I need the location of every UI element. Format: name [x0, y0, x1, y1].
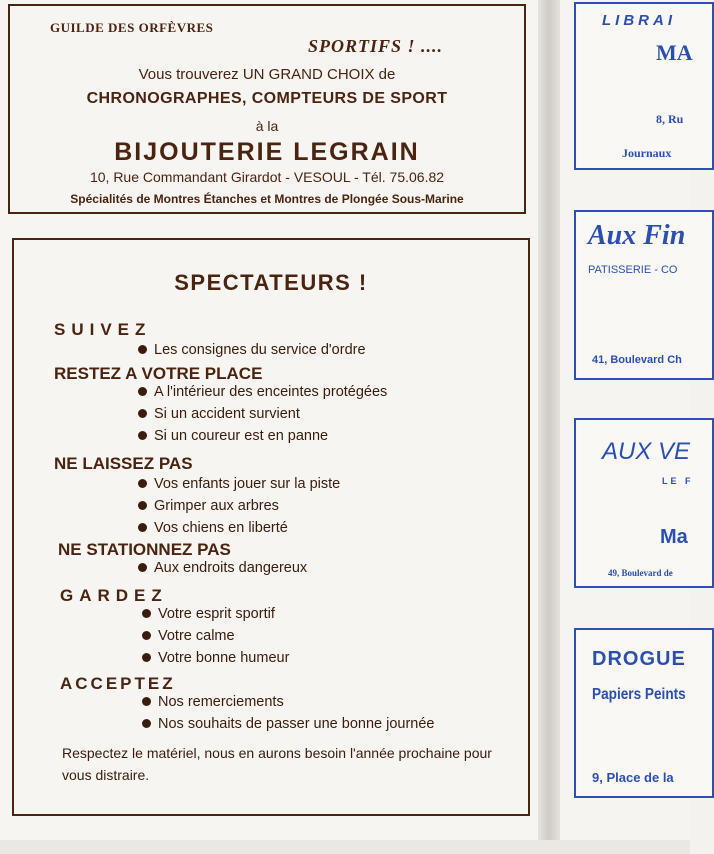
bullet-dot-icon [138, 409, 147, 418]
right-ad-droguerie [574, 628, 714, 798]
bullet-dot-icon [138, 563, 147, 572]
bullet-dot-icon [138, 523, 147, 532]
bullet-item: Si un accident survient [138, 406, 300, 422]
right-ad-librairie-note: Journaux [622, 146, 672, 160]
right-ad-librairie-address: 8, Ru [656, 112, 684, 126]
shop-address: 10, Rue Commandant Girardot - VESOUL - Tél. 75.06.82 [89, 169, 445, 185]
right-ad-patisserie-address: 41, Boulevard Ch [592, 354, 682, 366]
section-heading-restez: RESTEZ A VOTRE PLACE [54, 364, 263, 383]
bullet-dot-icon [138, 479, 147, 488]
right-ad-librairie-name: MA [656, 40, 693, 65]
sportifs-tagline: SPORTIFS ! .... [308, 36, 444, 56]
bullet-dot-icon [138, 501, 147, 510]
bullet-item: Grimper aux arbres [138, 498, 279, 514]
bullet-dot-icon [138, 431, 147, 440]
bullet-item: Votre bonne humeur [142, 650, 289, 666]
bullet-item: Nos souhaits de passer une bonne journée [142, 716, 435, 732]
bullet-dot-icon [142, 631, 151, 640]
right-ad-patisserie [574, 210, 714, 380]
right-ad-aux-ve [574, 418, 714, 588]
shop-name: BIJOUTERIE LEGRAIN [114, 138, 420, 166]
bullet-item: Vos enfants jouer sur la piste [138, 476, 340, 492]
right-ad-aux-ve-name: Ma [660, 526, 688, 548]
bullet-item: Si un coureur est en panne [138, 428, 328, 444]
bullet-dot-icon [142, 697, 151, 706]
right-ad-droguerie-address: 9, Place de la [592, 770, 674, 785]
right-ad-aux-ve-title: AUX VE [602, 438, 691, 465]
bullet-dot-icon [142, 609, 151, 618]
right-ad-librairie [574, 2, 714, 170]
bullet-dot-icon [138, 387, 147, 396]
bullet-dot-icon [142, 653, 151, 662]
notice-title: SPECTATEURS ! [174, 270, 368, 295]
ad-line-products: CHRONOGRAPHES, COMPTEURS DE SPORT [86, 90, 448, 107]
guild-name: GUILDE DES ORFÈVRES [50, 20, 214, 35]
bullet-item: Votre calme [142, 628, 235, 644]
right-ad-droguerie-title: DROGUE [592, 648, 686, 670]
notice-footer: Respectez le matériel, nous en aurons besoin l'année prochaine pour vous distraire. [62, 745, 492, 783]
right-ad-patisserie-sub: PATISSERIE - CO [588, 264, 678, 276]
spectators-notice [12, 238, 530, 816]
right-ad-aux-ve-sub: LE F [662, 476, 694, 486]
bullet-item: Votre esprit sportif [142, 606, 275, 622]
page-gutter [538, 0, 562, 854]
section-heading-gardez: GARDEZ [60, 586, 168, 605]
bullet-dot-icon [138, 345, 147, 354]
right-ad-droguerie-sub: Papiers Peints [592, 686, 686, 703]
section-heading-ne-laissez-pas: NE LAISSEZ PAS [54, 454, 193, 473]
ad-line-choice: Vous trouverez UN GRAND CHOIX de [138, 66, 396, 83]
bullet-item: A l'intérieur des enceintes protégées [138, 384, 387, 400]
bullet-item: Aux endroits dangereux [138, 560, 307, 576]
right-ad-aux-ve-address: 49, Boulevard de [608, 568, 673, 578]
right-ad-patisserie-title: Aux Fin [588, 220, 686, 251]
section-heading-acceptez: ACCEPTEZ [60, 674, 176, 693]
bullet-dot-icon [142, 719, 151, 728]
bullet-item: Les consignes du service d'ordre [138, 342, 366, 358]
section-heading-ne-stationnez-pas: NE STATIONNEZ PAS [58, 540, 231, 559]
shop-specialties: Spécialités de Montres Étanches et Montres de Plongée Sous-Marine [70, 192, 464, 206]
ad-line-a-la: à la [255, 118, 279, 134]
right-ad-librairie-top: LIBRAI [602, 12, 676, 29]
bottom-edge [0, 840, 690, 854]
bullet-item: Vos chiens en liberté [138, 520, 288, 536]
jeweller-advertisement [8, 4, 526, 214]
bullet-item: Nos remerciements [142, 694, 284, 710]
section-heading-suivez: SUIVEZ [54, 320, 152, 339]
